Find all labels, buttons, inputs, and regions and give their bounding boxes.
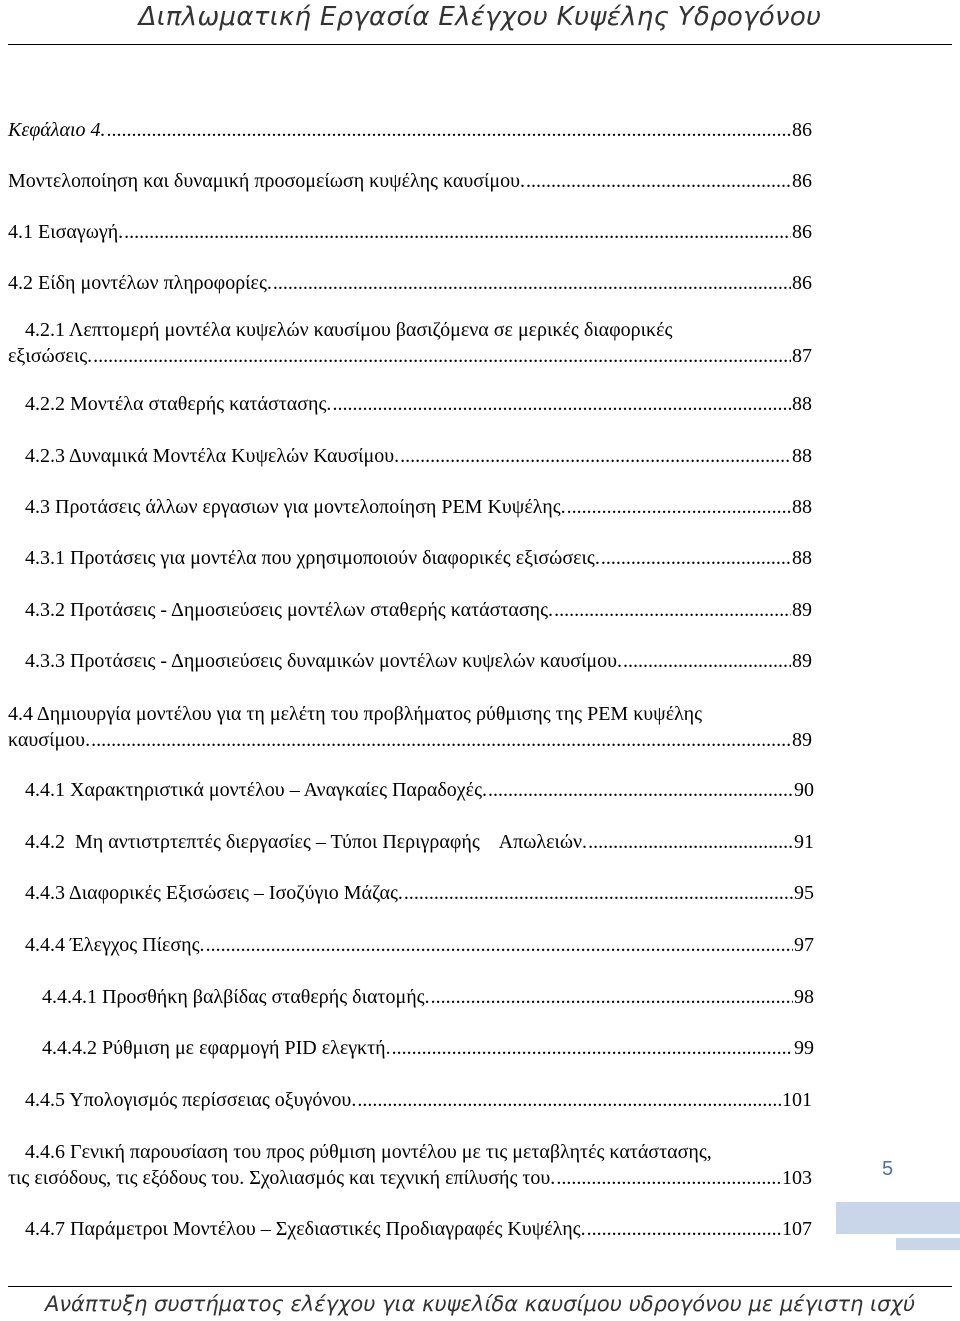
toc-entry-4-4-7[interactable] [25,1216,812,1242]
toc-entry-page: 89 [792,599,812,621]
toc-entry-title: 4.4.1 Χαρακτηριστικά μοντέλου – Αναγκαίες Παραδοχές. [25,779,487,801]
toc-entry-4-4-1[interactable] [25,777,814,803]
toc-entry-title-line1: 4.2.1 Λεπτομερή μοντέλα κυψελών καυσίμου βασιζόμενα σε μερικές διαφορικές [25,319,673,341]
toc-leader [400,443,791,469]
toc-entry-title: 4.4.5 Υπολογισμός περίσσειας οξυγόνου. [25,1089,357,1111]
toc-leader [431,984,793,1010]
toc-entry-page: 88 [792,445,812,467]
toc-entry-4-3[interactable] [25,494,812,520]
toc-entry-4-2[interactable] [8,270,812,296]
toc-entry-4-4-3[interactable] [25,880,814,906]
toc-entry-4-4-2[interactable] [25,829,814,855]
toc-leader [392,1035,793,1061]
toc-entry-title: 4.3.2 Προτάσεις - Δημοσιεύσεις μοντέλων σταθερής κατάστασης. [25,599,554,621]
toc-entry-page: 107 [782,1218,812,1240]
toc-entry-page: 89 [792,650,812,672]
toc-leader [357,1087,781,1113]
toc-entry-page: 87 [792,345,812,367]
toc-entry-title: 4.4.7 Παράμετροι Μοντέλου – Σχεδιαστικές Προδιαγραφές Κυψέλης. [25,1218,586,1240]
toc-entry-page: 86 [792,221,812,243]
toc-entry-4-4-4-2[interactable] [42,1035,814,1061]
toc-entry-4-4-5[interactable] [25,1087,812,1113]
toc-entry-page: 86 [792,119,812,141]
toc-entry-title: 4.4.4.1 Προσθήκη βαλβίδας σταθερής διατομής. [42,986,430,1008]
toc-leader [93,343,791,369]
toc-leader [332,391,791,417]
toc-entry-page: 103 [782,1167,812,1189]
toc-entry-4-2-2[interactable] [25,391,812,417]
toc-entry-title: 4.3.3 Προτάσεις - Δημοσιεύσεις δυναμικών μοντέλων κυψελών καυσίμου. [25,650,623,672]
toc-entry-4-3-2[interactable] [25,597,812,623]
page-number-block [836,1150,960,1250]
toc-entry-title: 4.2.3 Δυναμικά Μοντέλα Κυψελών Καυσίμου. [25,445,400,467]
toc-entry-title: Μοντελοποίηση και δυναμική προσομείωση κυψέλης καυσίμου. [8,170,526,192]
toc-entry-page: 101 [782,1089,812,1111]
toc-entry-page: 97 [794,934,814,956]
toc-entry-4-2-1[interactable] [8,317,812,369]
toc-entry-title: 4.1 Εισαγωγή. [8,221,124,243]
toc-entry-page: 88 [792,547,812,569]
toc-entry-title: 4.2 Είδη μοντέλων πληροφορίες. [8,272,272,294]
toc-entry-4-2-3[interactable] [25,443,812,469]
toc-entry-title: 4.2.2 Μοντέλα σταθερής κατάστασης. [25,393,332,415]
toc-entry-modeling[interactable] [8,168,812,194]
toc-entry-title: 4.4.2 Μη αντιστρτεπτές διεργασίες – Τύποι Περιγραφής Απωλειών. [25,831,588,853]
toc-entry-4-4-4-1[interactable] [42,984,814,1010]
toc-entry-4-1[interactable] [8,219,812,245]
toc-entry-title-line1: 4.4.6 Γενική παρουσίαση του προς ρύθμιση μοντέλου με τις μεταβλητές κατάστασης, [25,1141,712,1163]
toc-leader [587,1216,781,1242]
toc-entry-page: 86 [792,170,812,192]
toc-entry-page: 90 [794,779,814,801]
toc-entry-page: 91 [794,831,814,853]
page-deco-bar [836,1202,960,1234]
toc-entry-title: 4.4.4.2 Ρύθμιση με εφαρμογή PID ελεγκτή. [42,1037,391,1059]
footer-divider [8,1286,952,1287]
toc-leader [588,829,793,855]
toc-entry-4-3-3[interactable] [25,648,812,674]
toc-leader [91,727,791,753]
toc-entry-title: καυσίμου. [8,729,91,751]
toc-entry-chapter-4[interactable] [8,117,812,143]
toc-entry-title: Κεφάλαιο 4. [8,119,106,141]
toc-leader [404,880,793,906]
toc-entry-page: 99 [794,1037,814,1059]
toc-entry-4-3-1[interactable] [25,545,812,571]
toc-entry-page: 95 [794,882,814,904]
toc-leader [488,777,793,803]
toc-entry-title: 4.4.4 Έλεγχος Πίεσης. [25,934,205,956]
toc-leader [623,648,791,674]
toc-entry-page: 88 [792,393,812,415]
toc-leader [601,545,791,571]
toc-leader [273,270,791,296]
toc-entry-title-line1: 4.4 Δημιουργία μοντέλου για τη μελέτη του προβλήματος ρύθμισης της PEM κυψέλης [8,703,703,725]
toc-leader [567,494,791,520]
header-divider [8,44,952,45]
page-number: 5 [882,1158,894,1180]
toc-leader [556,1165,781,1191]
toc-entry-page: 86 [792,272,812,294]
toc-entry-page: 89 [792,729,812,751]
running-footer: Ανάπτυξη συστήματος ελέγχου για κυψελίδα καυσίμου υδρογόνου με μέγιστη ισχύ [44,1292,916,1316]
toc-entry-title: 4.4.3 Διαφορικές Εξισώσεις – Ισοζύγιο Μάζας. [25,882,403,904]
toc-entry-page: 98 [794,986,814,1008]
toc-leader [206,932,793,958]
toc-entry-page: 88 [792,496,812,518]
toc-leader [554,597,791,623]
toc-entry-title: 4.3 Προτάσεις άλλων εργασιων για μοντελοποίηση PEM Κυψέλης. [25,496,566,518]
toc-entry-title: τις εισόδους, τις εξόδους του. Σχολιασμός και τεχνική επίλυσής του. [8,1167,556,1189]
toc-leader [526,168,791,194]
toc-leader [124,219,791,245]
toc-leader [107,117,792,143]
toc-entry-4-4[interactable] [8,701,812,753]
toc-entry-4-4-4[interactable] [25,932,814,958]
page-deco-bar [896,1238,960,1250]
running-header: Διπλωματική Εργασία Ελέγχου Κυψέλης Υδρογόνου [138,2,822,32]
toc-entry-title: 4.3.1 Προτάσεις για μοντέλα που χρησιμοποιούν διαφορικές εξισώσεις. [25,547,600,569]
toc-entry-title: εξισώσεις. [8,345,93,367]
toc-entry-4-4-6[interactable] [8,1139,812,1191]
